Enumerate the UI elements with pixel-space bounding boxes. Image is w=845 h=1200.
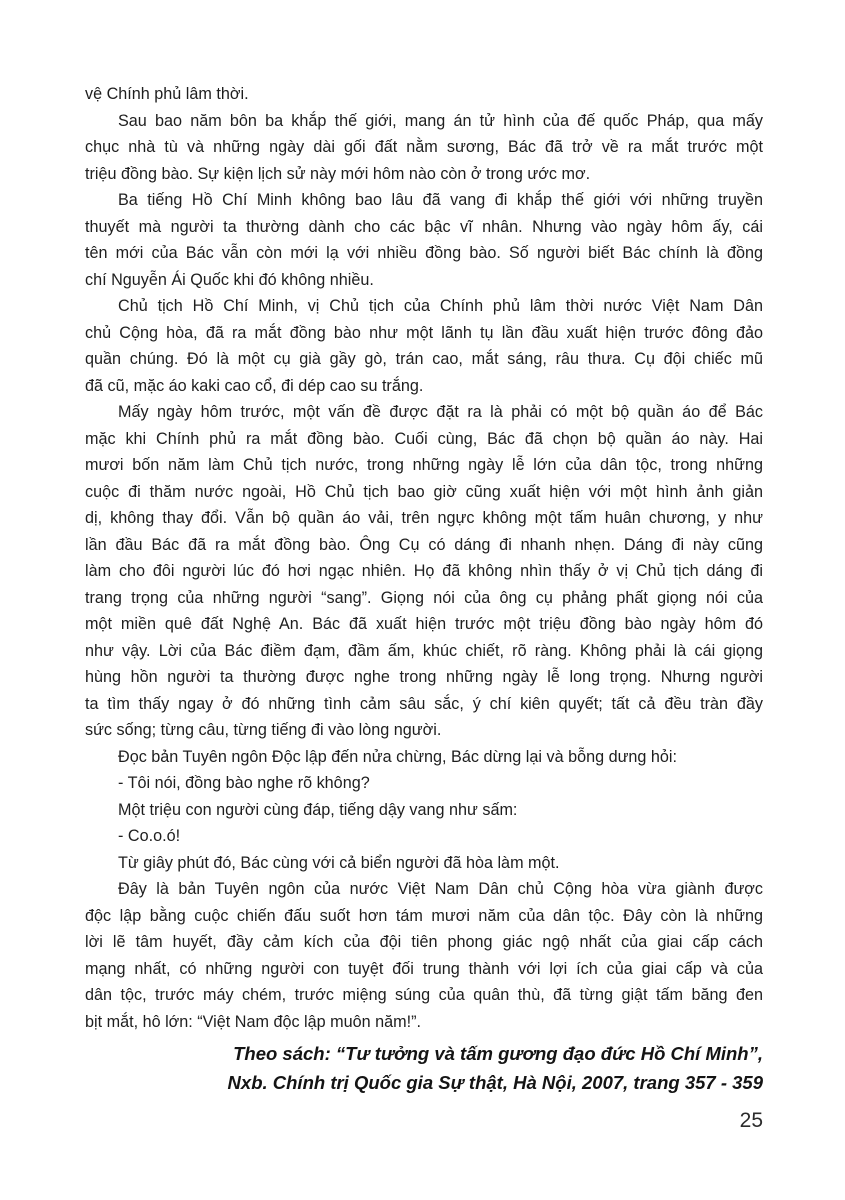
text-line: Từ giây phút đó, Bác cùng với cả biển người đã hòa làm một. — [118, 853, 560, 872]
text-line: như vậy. Lời của Bác điềm đạm, đầm ấm, khúc chiết, rõ ràng. Không phải là cái giọng — [85, 641, 763, 660]
text-line: một miền quê đất Nghệ An. Bác đã xuất hiện trước một triệu đồng bào ngày hôm đó — [85, 615, 763, 633]
text-line: Một triệu con người cùng đáp, tiếng dậy vang như sấm: — [118, 800, 518, 819]
text-line: ta tìm thấy ngay ở đó những tình cảm sâu sắc, ý chí kiên quyết; tất cả đều tràn đầy — [85, 694, 763, 713]
text-line: dị, không thay đổi. Vẫn bộ quần áo vải, trên ngực không một tấm huân chương, y như — [85, 509, 763, 527]
paragraph — [85, 399, 763, 744]
text-line: độc lập bằng cuộc chiến đấu suốt hơn tám mươi năm của dân tộc. Đây còn là những — [85, 906, 763, 925]
text-line: Sau bao năm bôn ba khắp thế giới, mang án tử hình của đế quốc Pháp, qua mấy — [118, 111, 763, 130]
paragraph — [85, 850, 763, 877]
paragraph — [85, 293, 763, 399]
paragraph — [85, 770, 763, 797]
text-line: mươi bốn năm làm Chủ tịch nước, trong những ngày lễ lớn của dân tộc, trong những — [85, 456, 763, 474]
text-line: - Tôi nói, đồng bào nghe rõ không? — [118, 774, 370, 792]
paragraphs-container — [85, 81, 763, 1035]
text-line: chí Nguyễn Ái Quốc khi đó không nhiều. — [85, 270, 374, 289]
text-line: sức sống; từng câu, từng tiếng đi vào lòng người. — [85, 721, 442, 739]
paragraph — [85, 823, 763, 850]
text-line: làm cho đôi người lúc đó hơi ngạc nhiên. Họ đã không nhìn thấy ở vị Chủ tịch dáng đi — [85, 562, 763, 580]
text-line: Mấy ngày hôm trước, một vấn đề được đặt ra là phải có một bộ quần áo để Bác — [118, 403, 763, 421]
text-line: bịt mắt, hô lớn: “Việt Nam độc lập muôn năm!”. — [85, 1012, 422, 1031]
paragraph — [85, 108, 763, 188]
citation-line-2: Nxb. Chính trị Quốc gia Sự thật, Hà Nội, 2007, trang 357 - 359 — [227, 1071, 763, 1093]
text-line: đã cũ, mặc áo kaki cao cổ, đi dép cao su trắng. — [85, 376, 424, 395]
paragraph — [85, 744, 763, 771]
paragraph — [85, 81, 763, 108]
body-text — [85, 81, 763, 1097]
text-line: chục nhà tù và những ngày dài gối đất nằm sương, Bác đã trở về ra mắt trước một — [85, 138, 763, 156]
text-line: chủ Cộng hòa, đã ra mắt đồng bào như một lãnh tụ lần đầu xuất hiện trước đông đảo — [85, 323, 763, 342]
text-line: cuộc đi thăm nước ngoài, Hồ Chủ tịch bao giờ cũng xuất hiện với một hình ảnh giản — [85, 482, 763, 501]
text-line: mặc khi Chính phủ ra mắt đồng bào. Cuối cùng, Bác đã chọn bộ quần áo này. Hai — [85, 429, 763, 448]
text-line: Đọc bản Tuyên ngôn Độc lập đến nửa chừng, Bác dừng lại và bỗng dưng hỏi: — [118, 747, 678, 766]
text-line: dân tộc, trước máy chém, trước miệng súng của quân thù, đã từng giật tấm băng đen — [85, 986, 763, 1004]
text-line: triệu đồng bào. Sự kiện lịch sử này mới hôm nào còn ở trong ước mơ. — [85, 164, 591, 183]
citation-line-1: Theo sách: “Tư tưởng và tấm gương đạo đức Hồ Chí Minh”, — [233, 1043, 763, 1064]
text-line: Ba tiếng Hồ Chí Minh không bao lâu đã vang đi khắp thế giới với những truyền — [118, 191, 763, 209]
text-line: lần đầu Bác đã ra mắt đồng bào. Ông Cụ có dáng đi nhanh nhẹn. Dáng đi này cũng — [85, 535, 763, 554]
text-line: trang trọng của những người “sang”. Giọng nói của ông cụ phảng phất giọng nói của — [85, 588, 763, 607]
paragraph — [85, 876, 763, 1035]
text-line: - Co.o.ó! — [118, 827, 181, 845]
text-line: thuyết mà người ta thường dành cho các bậc vĩ nhân. Nhưng vào ngày hôm ấy, cái — [85, 217, 763, 236]
text-line: Đây là bản Tuyên ngôn của nước Việt Nam Dân chủ Cộng hòa vừa giành được — [118, 880, 763, 898]
text-line: tên mới của Bác vẫn còn mới lạ với nhiều đồng bào. Số người biết Bác chính là đồng — [85, 244, 763, 262]
text-line: hùng hồn người ta thường được nghe trong những ngày lễ long trọng. Nhưng người — [85, 668, 763, 686]
text-line: quần chúng. Đó là một cụ già gầy gò, trán cao, mắt sáng, râu thưa. Cụ đội chiếc mũ — [85, 350, 763, 368]
paragraph — [85, 187, 763, 293]
page-number: 25 — [739, 1109, 763, 1132]
source-citation — [85, 1040, 763, 1097]
text-line: lời lẽ tâm huyết, đầy cảm kích của đội tiên phong giác ngộ nhất của giai cấp cách — [85, 933, 763, 951]
text-line: vệ Chính phủ lâm thời. — [85, 85, 249, 103]
text-line: Chủ tịch Hồ Chí Minh, vị Chủ tịch của Chính phủ lâm thời nước Việt Nam Dân — [118, 297, 763, 315]
text-line: mạng nhất, có những người con tuyệt đối trung thành với lợi ích của giai cấp và của — [85, 959, 763, 978]
paragraph — [85, 797, 763, 824]
